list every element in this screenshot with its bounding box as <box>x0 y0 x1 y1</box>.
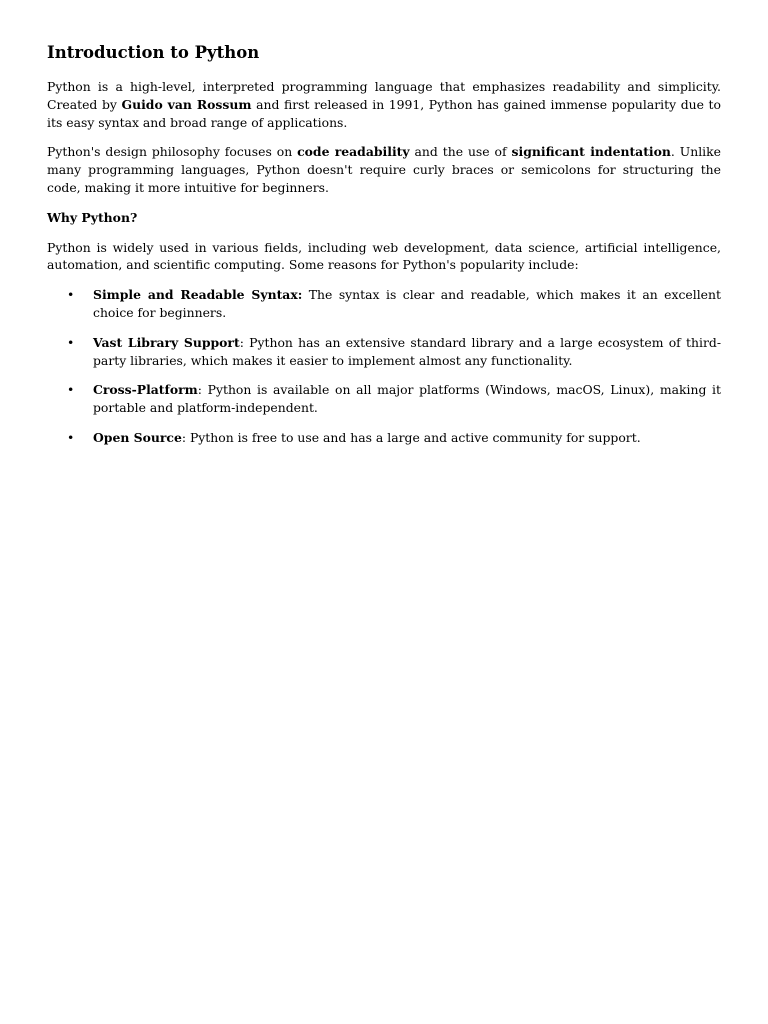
why-python-heading: Why Python? <box>47 209 138 225</box>
significant-indentation-term: significant indentation <box>511 144 671 160</box>
reason-separator: : <box>297 287 303 303</box>
bullet-icon: • <box>67 382 75 398</box>
intro-paragraph <box>47 78 721 131</box>
reason-separator: : <box>197 382 202 398</box>
reason-separator: : <box>239 334 244 350</box>
reasons-list <box>47 286 721 447</box>
philosophy-text-end: . Unlike many programming languages, Python doesn't require curly braces or semicolons for structuring the code, making it more intuitive for beginners. <box>47 144 721 195</box>
bullet-icon: • <box>67 287 75 303</box>
intro-text-end: and first released in 1991, Python has gained immense popularity due to its easy syntax and broad range of applications. <box>47 96 721 130</box>
list-item <box>47 286 721 322</box>
code-readability-term: code readability <box>297 144 410 160</box>
reason-text: Python has an extensive standard library and a large ecosystem of third-party libraries, which makes it easier to implement almost any functionality. <box>93 334 722 368</box>
reason-text: Python is available on all major platforms (Windows, macOS, Linux), making it portable and platform-independent. <box>93 382 721 416</box>
intro-text-start: Python is a high-level, interpreted programming language that emphasizes readability and simplicity. Created by <box>47 79 721 112</box>
usage-paragraph: Python is widely used in various fields, including web development, data science, artificial intelligence, automation, and scientific computing. Some reasons for Python's popularity include: <box>47 239 721 273</box>
bullet-icon: • <box>67 334 75 350</box>
philosophy-text-start: Python's design philosophy focuses on <box>47 144 298 160</box>
list-item <box>47 381 721 417</box>
reason-term: Cross-Platform <box>93 382 198 398</box>
list-item <box>47 334 721 370</box>
document-page <box>47 42 721 459</box>
creator-name: Guido van Rossum <box>121 96 252 112</box>
philosophy-text-mid: and the use of <box>409 144 512 160</box>
list-item <box>47 429 721 447</box>
reason-term: Open Source <box>93 429 182 445</box>
reason-term: Simple and Readable Syntax <box>93 287 298 303</box>
document-title: Introduction to Python <box>47 43 260 62</box>
bullet-icon: • <box>67 429 75 445</box>
philosophy-paragraph <box>47 143 721 196</box>
reason-term: Vast Library Support <box>93 334 240 350</box>
reason-text: The syntax is clear and readable, which makes it an excellent choice for beginners. <box>93 287 721 320</box>
reason-text: Python is free to use and has a large and active community for support. <box>186 429 641 445</box>
reason-separator: : <box>181 429 187 445</box>
